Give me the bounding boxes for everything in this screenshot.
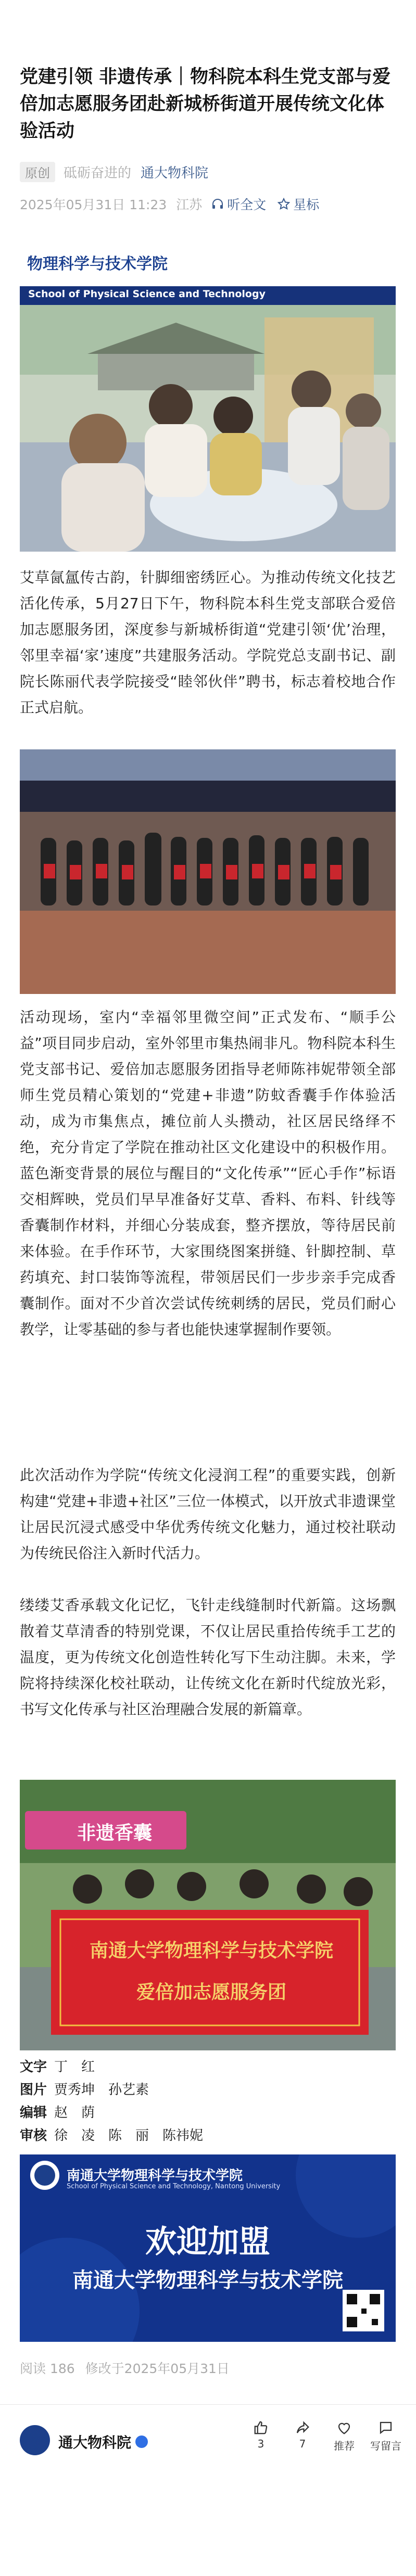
action-bar bbox=[240, 2420, 407, 2453]
share-button[interactable] bbox=[282, 2420, 323, 2453]
comment-button[interactable] bbox=[365, 2420, 407, 2453]
star-icon bbox=[278, 198, 290, 210]
headphones-icon bbox=[211, 198, 224, 210]
comment-label: 写留言 bbox=[370, 2440, 401, 2452]
photo-sachet-making[interactable] bbox=[20, 286, 396, 552]
thumb-up-icon bbox=[253, 2420, 269, 2435]
banner-intangible-heritage: 非遗香囊 bbox=[77, 1822, 153, 1844]
recommend-label: 推荐 bbox=[334, 2440, 355, 2452]
read-stats bbox=[20, 2358, 240, 2377]
credit-row: 审核 徐 凌 陈 丽 陈祎妮 bbox=[20, 2128, 204, 2144]
share-count: 7 bbox=[299, 2438, 306, 2450]
article-meta bbox=[20, 161, 208, 182]
recruit-headline: 欢迎加盟 bbox=[145, 2224, 270, 2260]
like-button[interactable] bbox=[240, 2420, 282, 2453]
credit-row: 图片 贾秀坤 孙艺素 bbox=[20, 2082, 149, 2098]
bottom-bar bbox=[0, 2415, 416, 2493]
photo-volunteer-flag[interactable] bbox=[20, 1780, 396, 2050]
heart-icon bbox=[336, 2420, 352, 2435]
article-title: 党建引领 非遗传承｜物科院本科生党支部与爱倍加志愿服务团赴新城桥街道开展传统文化体验活动 bbox=[20, 67, 391, 142]
flag-line-2: 爱倍加志愿服务团 bbox=[136, 1981, 286, 2003]
comment-icon bbox=[378, 2420, 394, 2435]
flag-line-1: 南通大学物理科学与技术学院 bbox=[89, 1940, 333, 1961]
original-badge: 原创 bbox=[20, 162, 55, 182]
share-icon bbox=[295, 2420, 310, 2435]
star-label: 星标 bbox=[293, 197, 320, 212]
paragraph-2: 活动现场，室内“幸福邻里微空间”正式发布、“顺手公益”项目同步启动，室外邻里市集热闹非凡。物科院本科生党支部书记、爱倍加志愿服务团指导老师陈祎妮带领全部师生党员精心策划的“党建+非遗”防蚊香囊手作体验活动，成为市集焦点，摊位前人头攒动，社区居民络绎不绝，充分肯定了学院在推动社区文化建设中的积极作用。蓝色渐变背景的展位与醒目的“文化传承”“匠心手作”标语交相辉映，党员们早早准备好艾草、香料、布料、针线等香囊制作材料，并细心分装成套，整齐摆放，等待居民前来体验。在手作环节，大家围绕图案拼缝、针脚控制、草药填充、封口装饰等流程，带领居民们一步步亲手完成香囊制作。面对不少首次尝试传统刺绣的居民，党员们耐心教学，让零基础的参与者也能快速掌握制作要领。 bbox=[20, 1009, 396, 1338]
verified-icon bbox=[135, 2435, 148, 2448]
section-header: 物理科学与技术学院 bbox=[27, 255, 168, 273]
paragraph-4: 缕缕艾香承载文化记忆，飞针走线缝制时代新篇。这场飘散着艾草清香的特别党课，不仅让居民重拾传统手工艺的温度，更为传统文化创造性转化写下生动注脚。未来，学院将持续深化校社联动，让传统文化在新时代绽放光彩，书写文化传承与社区治理融合发展的新篇章。 bbox=[20, 1597, 396, 1718]
recruit-school-en: School of Physical Science and Technology, Nantong University bbox=[67, 2183, 281, 2190]
recruit-school-cn: 南通大学物理科学与技术学院 bbox=[67, 2168, 243, 2184]
account-name: 通大物科院 bbox=[58, 2434, 132, 2451]
modified-date: 修改于2025年05月31日 bbox=[85, 2361, 230, 2376]
publish-datetime: 2025年05月31日 11:23 bbox=[20, 197, 167, 212]
paragraph-3: 此次活动作为学院“传统文化浸润工程”的重要实践，创新构建“党建+非遗+社区”三位一体模式，以开放式非遗课堂让居民沉浸式感受中华优秀传统文化魅力，通过校社联动为传统民俗注入新时代活力。 bbox=[20, 1466, 396, 1562]
account-link[interactable]: 通大物科院 bbox=[141, 165, 209, 181]
star-button[interactable] bbox=[278, 195, 319, 213]
credit-row: 文字 丁 红 bbox=[20, 2059, 95, 2075]
author-name: 砥砺奋进的 bbox=[64, 165, 132, 181]
article-meta-secondary bbox=[20, 194, 331, 214]
recruit-subline: 南通大学物理科学与技术学院 bbox=[72, 2268, 343, 2292]
recruitment-banner[interactable] bbox=[20, 2154, 396, 2342]
listen-button[interactable] bbox=[211, 195, 266, 213]
like-count: 3 bbox=[257, 2438, 264, 2450]
credits bbox=[20, 2056, 203, 2147]
credit-row: 编辑 赵 荫 bbox=[20, 2105, 95, 2121]
paragraph-1: 艾草氤氲传古韵，针脚细密绣匠心。为推动传统文化技艺活化传承，5月27日下午，物科院本科生党支部联合爱倍加志愿服务团，深度参与新城桥街道“党建引领‘优’治理，邻里幸福‘家’速度”共建服务活动。学院党总支副书记、副院长陈丽代表学院接受“睦邻伙伴”聘书，标志着校地合作正式启航。 bbox=[20, 569, 396, 716]
photo-group-ceremony[interactable] bbox=[20, 749, 396, 994]
banner-school-en: School of Physical Science and Technology bbox=[28, 288, 266, 300]
account-avatar[interactable] bbox=[20, 2425, 50, 2455]
read-count: 阅读 186 bbox=[20, 2361, 75, 2376]
divider bbox=[0, 2404, 416, 2405]
recommend-button[interactable] bbox=[323, 2420, 365, 2453]
listen-label: 听全文 bbox=[227, 197, 267, 212]
publish-location: 江苏 bbox=[176, 197, 203, 212]
account-name-row[interactable] bbox=[58, 2431, 148, 2452]
